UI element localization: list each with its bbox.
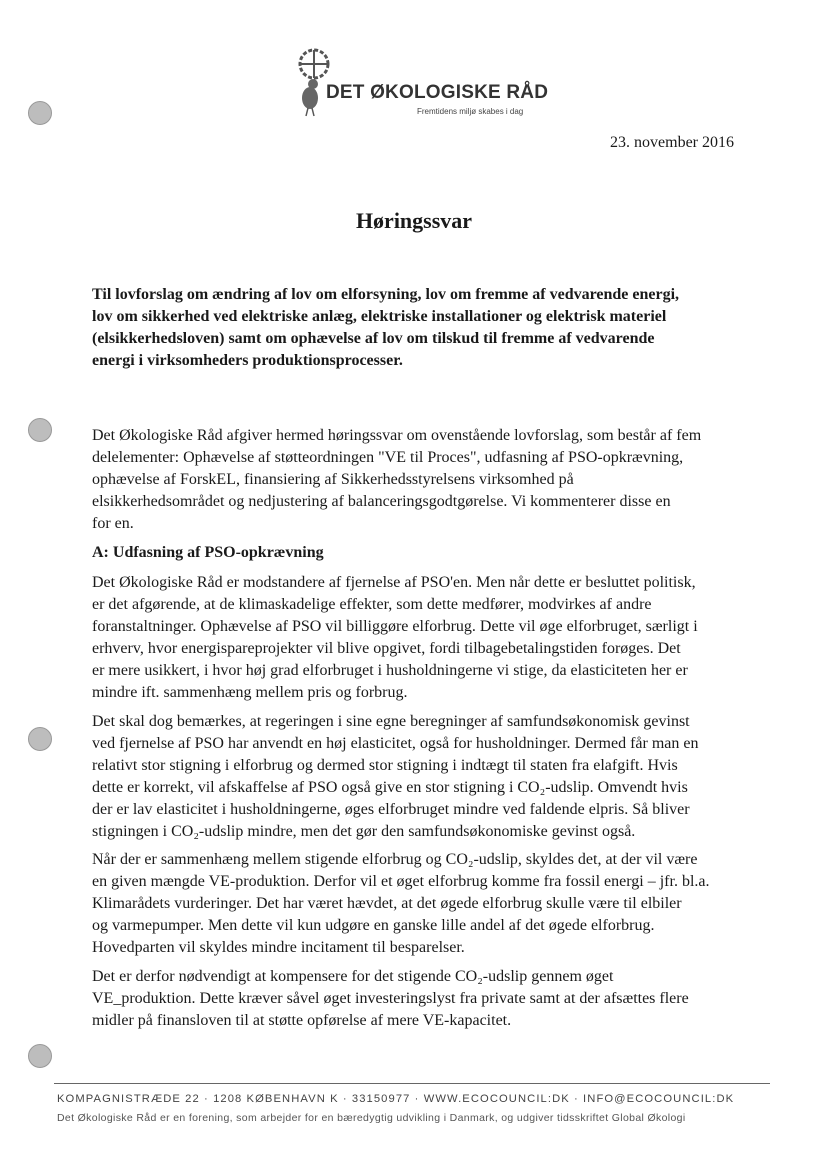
- punch-hole: [28, 101, 52, 125]
- body-paragraph: [92, 966, 752, 1032]
- intro-paragraph: [92, 425, 752, 535]
- punch-hole: [28, 1044, 52, 1068]
- text-line: Når der er sammenhæng mellem stigende elforbrug og CO₂-udslip, skyldes det, at der vil være: [92, 851, 698, 868]
- text-line: for en.: [92, 515, 134, 532]
- text-line: er mere usikkert, i hvor høj grad elforbruget i husholdningerne vi stige, da elasticiteten her er: [92, 662, 688, 679]
- punch-hole: [28, 727, 52, 751]
- subject-line: energi i virksomheders produktionsprocesser.: [92, 352, 403, 369]
- text-line: en given mængde VE-produktion. Derfor vil et øget elforbrug komme fra fossil energi – jfr. bl.a.: [92, 873, 710, 890]
- organization-logo: [296, 46, 549, 122]
- subject-line: lov om sikkerhed ved elektriske anlæg, elektriske installationer og elektrisk materiel: [92, 308, 667, 325]
- subject-heading: [92, 284, 752, 372]
- document-title: Høringssvar: [355, 208, 473, 233]
- logo-tagline: Fremtidens miljø skabes i dag: [417, 107, 524, 116]
- text-line: VE_produktion. Dette kræver såvel øget investeringslyst fra private samt at der afsættes flere: [92, 990, 689, 1007]
- text-line: stigningen i CO₂-udslip mindre, men det gør den samfundsøkonomiske gevinst også.: [92, 823, 636, 840]
- section-heading: A: Udfasning af PSO-opkrævning: [92, 544, 324, 561]
- text-line: dette er korrekt, vil afskaffelse af PSO også give en stor stigning i CO₂-udslip. Omvendt hvis: [92, 779, 688, 796]
- body-paragraph: [92, 849, 752, 959]
- footer-description: Det Økologiske Råd er en forening, som arbejder for en bæredygtig udvikling i Danmark, og udgiver tidsskriftet Global Økologi: [57, 1112, 686, 1124]
- text-line: Det skal dog bemærkes, at regeringen i sine egne beregninger af samfundsøkonomisk gevinst: [92, 713, 690, 730]
- text-line: erhverv, hvor energispareprojekter vil blive opgivet, fordi tilbagebetalingstiden forøges. Det: [92, 640, 681, 657]
- text-line: Hovedparten vil skyldes mindre incitament til besparelser.: [92, 939, 465, 956]
- body-paragraph: [92, 572, 752, 704]
- text-line: elsikkerhedsområdet og nedjustering af balanceringsgodtgørelse. Vi kommenterer disse en: [92, 493, 671, 510]
- text-line: mindre ift. sammenhæng mellem pris og forbrug.: [92, 684, 408, 701]
- text-line: der er lav elasticitet i husholdningerne, øges elforbruget mindre ved faldende elpris. Så bliver: [92, 801, 690, 818]
- document-date: 23. november 2016: [610, 134, 734, 151]
- logo-title: DET ØKOLOGISKE RÅD: [326, 82, 549, 103]
- subject-line: (elsikkerhedsloven) samt om ophævelse af lov om tilskud til fremme af vedvarende: [92, 330, 655, 347]
- text-line: er det afgørende, at de klimaskadelige effekter, som dette medfører, modvirkes af andre: [92, 596, 652, 613]
- subject-line: Til lovforslag om ændring af lov om elforsyning, lov om fremme af vedvarende energi,: [92, 286, 680, 303]
- punch-hole: [28, 418, 52, 442]
- text-line: Det er derfor nødvendigt at kompensere for det stigende CO₂-udslip gennem øget: [92, 968, 614, 985]
- text-line: Klimarådets vurderinger. Det har været hævdet, at det øgede elforbrug skulle være til elbiler: [92, 895, 682, 912]
- text-line: ved fjernelse af PSO har anvendt en høj elasticitet, også for husholdninger. Dermed får man en: [92, 735, 699, 752]
- text-line: delelementer: Ophævelse af støtteordningen "VE til Proces", udfasning af PSO-opkrævning,: [92, 449, 684, 466]
- text-line: relativt stor stigning i elforbrug og dermed stor stigning i indtægt til staten fra elafgift. Hvis: [92, 757, 678, 774]
- body-paragraph: [92, 711, 752, 843]
- text-line: midler på finansloven til at støtte opførelse af mere VE-kapacitet.: [92, 1012, 512, 1029]
- text-line: og varmepumper. Men dette vil kun udgøre en ganske lille andel af det øgede elforbrug.: [92, 917, 655, 934]
- footer-divider: [54, 1083, 770, 1084]
- text-line: Det Økologiske Råd afgiver hermed høringssvar om ovenstående lovforslag, som består af fem: [92, 427, 702, 444]
- text-line: foranstaltninger. Ophævelse af PSO vil billiggøre elforbrug. Dette vil øge elforbruget, særligt i: [92, 618, 698, 635]
- text-line: Det Økologiske Råd er modstandere af fjernelse af PSO'en. Men når dette er besluttet politisk,: [92, 574, 696, 591]
- text-line: ophævelse af ForskEL, finansiering af Sikkerhedsstyrelsens virksomhed på: [92, 471, 574, 488]
- footer-address: KOMPAGNISTRÆDE 22 · 1208 KØBENHAVN K · 33150977 · WWW.ECOCOUNCIL:DK · INFO@ECOCOUNCIL:DK: [57, 1093, 735, 1105]
